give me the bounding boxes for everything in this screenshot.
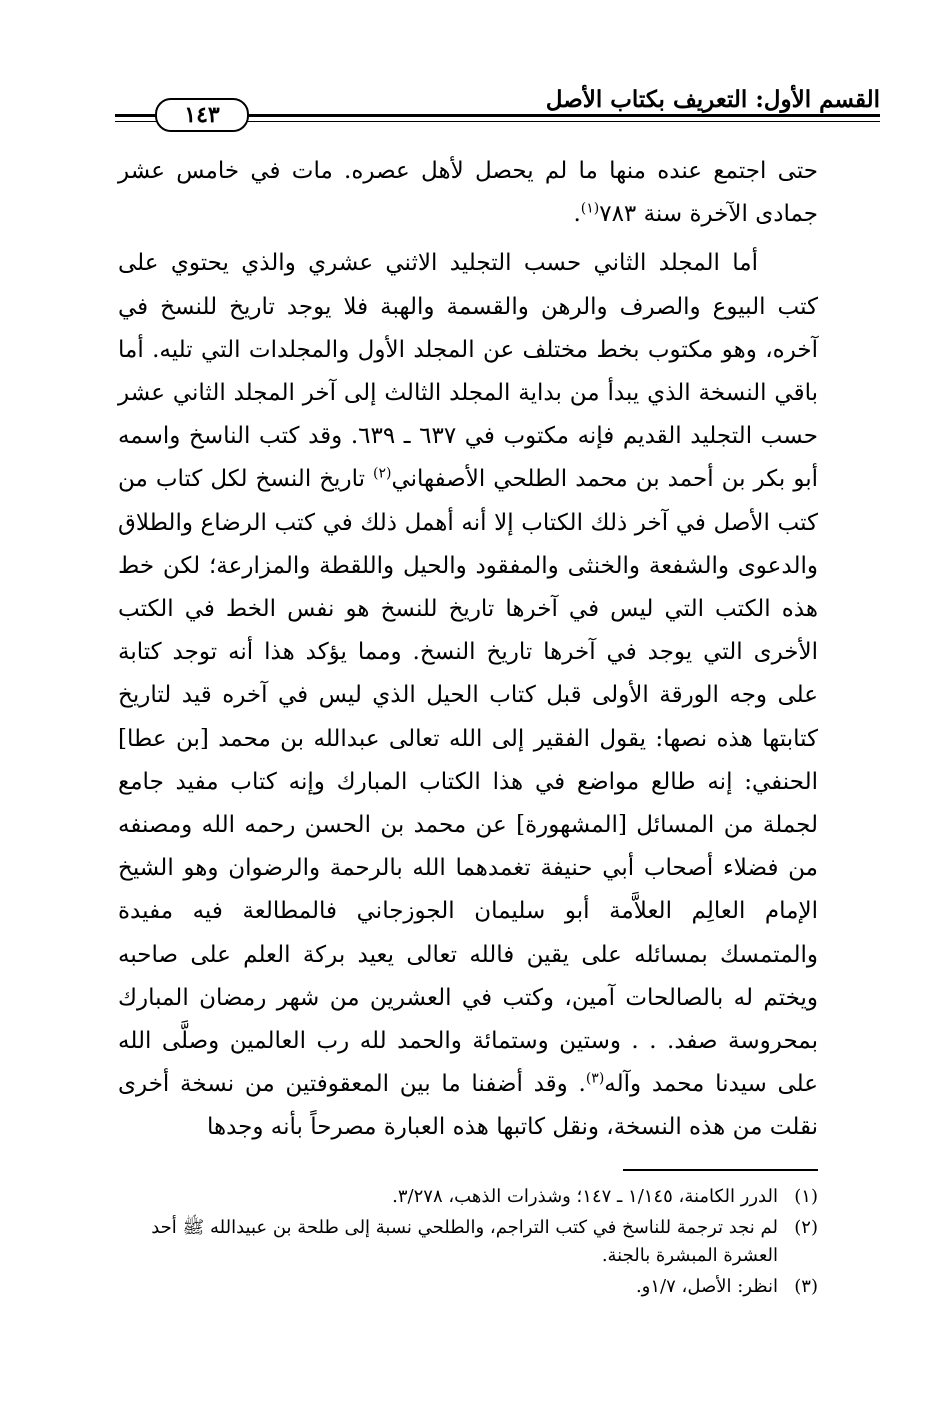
paragraph-1-tail: . — [573, 201, 581, 228]
footnote-ref-3: (٣) — [585, 1070, 605, 1087]
paragraph-2 — [118, 242, 818, 1149]
main-text — [118, 150, 818, 1150]
footnote-ref-1: (١) — [580, 200, 600, 217]
running-header — [115, 78, 880, 128]
footnote-text: الدرر الكامنة، ١/١٤٥ ـ ١٤٧؛ وشذرات الذهب، ٣/٢٧٨. — [392, 1186, 778, 1207]
paragraph-2-part-3: . وقد أضفنا ما بين المعقوفتين من نسخة أخرى نقلت من هذه النسخة، ونقل كاتبها هذه العبارة مصرحاً بأنه وجدها — [118, 1071, 818, 1141]
footnotes — [118, 1183, 818, 1304]
paragraph-2-part-2: تاريخ النسخ لكل كتاب من كتب الأصل في آخر ذلك الكتاب إلا أنه أهمل ذلك في كتب الرضاع والطلاق والدعوى والشفعة والخنثى والمفقود والحيل واللقطة والمزارعة؛ لكن خط هذه الكتب التي ليس في آخرها تاريخ للنسخ هو نفس الخط في الكتب الأخرى التي يوجد في آخرها تاريخ النسخ. ومما يؤكد هذا أنه توجد كتابة على وجه الورقة الأولى قبل كتاب الحيل الذي ليس في آخره قيد لتاريخ كتابتها هذه نصها: يقول الفقير إلى الله تعالى عبدالله بن محمد [بن عطا] الحنفي: إنه طالع مواضع في هذا الكتاب المبارك وإنه كتاب مفيد جامع لجملة من المسائل [المشهورة] عن محمد بن الحسن رحمه الله ومصنفه من فضلاء أصحاب أبي حنيفة تغمدهما الله بالرحمة والرضوان وهو الشيخ الإمام العالِم العلاَّمة أبو سليمان الجوزجاني فالمطالعة فيه مفيدة والمتمسك بمسائله على يقين فالله تعالى يعيد بركة العلم على صاحبه ويختم له بالصالحات آمين، وكتب في العشرين من شهر رمضان المبارك بمحروسة صفد. . . وستين وستمائة والحمد لله رب العالمين وصلَّى الله على سيدنا محمد وآله — [118, 466, 818, 1098]
footnote-number: (٢) — [794, 1217, 818, 1238]
paragraph-2-part-1: أما المجلد الثاني حسب التجليد الاثني عشري والذي يحتوي على كتب البيوع والصرف والرهن والقسمة والهبة فلا يوجد تاريخ للنسخ في آخره، وهو مكتوب بخط مختلف عن المجلد الأول والمجلدات التي تليه. أما باقي النسخة الذي يبدأ من بداية المجلد الثالث إلى آخر المجلد الثاني عشر حسب التجليد القديم فإنه مكتوب في ٦٣٧ ـ ٦٣٩. وقد كتب الناسخ واسمه أبو بكر بن أحمد بن محمد الطلحي الأصفهاني — [118, 250, 819, 493]
footnote-2 — [118, 1214, 818, 1270]
footnote-ref-2: (٢) — [372, 465, 392, 482]
footnote-text: انظر: الأصل، ١/٧و. — [635, 1276, 778, 1297]
footnote-1 — [118, 1183, 818, 1211]
footnote-3 — [118, 1273, 818, 1301]
footnote-number: (١) — [794, 1186, 818, 1207]
paragraph-1 — [118, 150, 818, 236]
page-number: ١٤٣ — [155, 98, 249, 132]
footnote-number: (٣) — [794, 1276, 818, 1297]
footnote-text: لم نجد ترجمة للناسخ في كتب التراجم، والطلحي نسبة إلى طلحة بن عبيدالله ﷺ أحد العشرة المبشرة بالجنة. — [151, 1217, 778, 1266]
paragraph-1-text: حتى اجتمع عنده منها ما لم يحصل لأهل عصره. مات في خامس عشر جمادى الآخرة سنة ٧٨٣ — [118, 158, 818, 228]
footnote-separator — [623, 1169, 818, 1171]
header-title: القسم الأول: التعريف بكتاب الأصل — [545, 86, 880, 113]
